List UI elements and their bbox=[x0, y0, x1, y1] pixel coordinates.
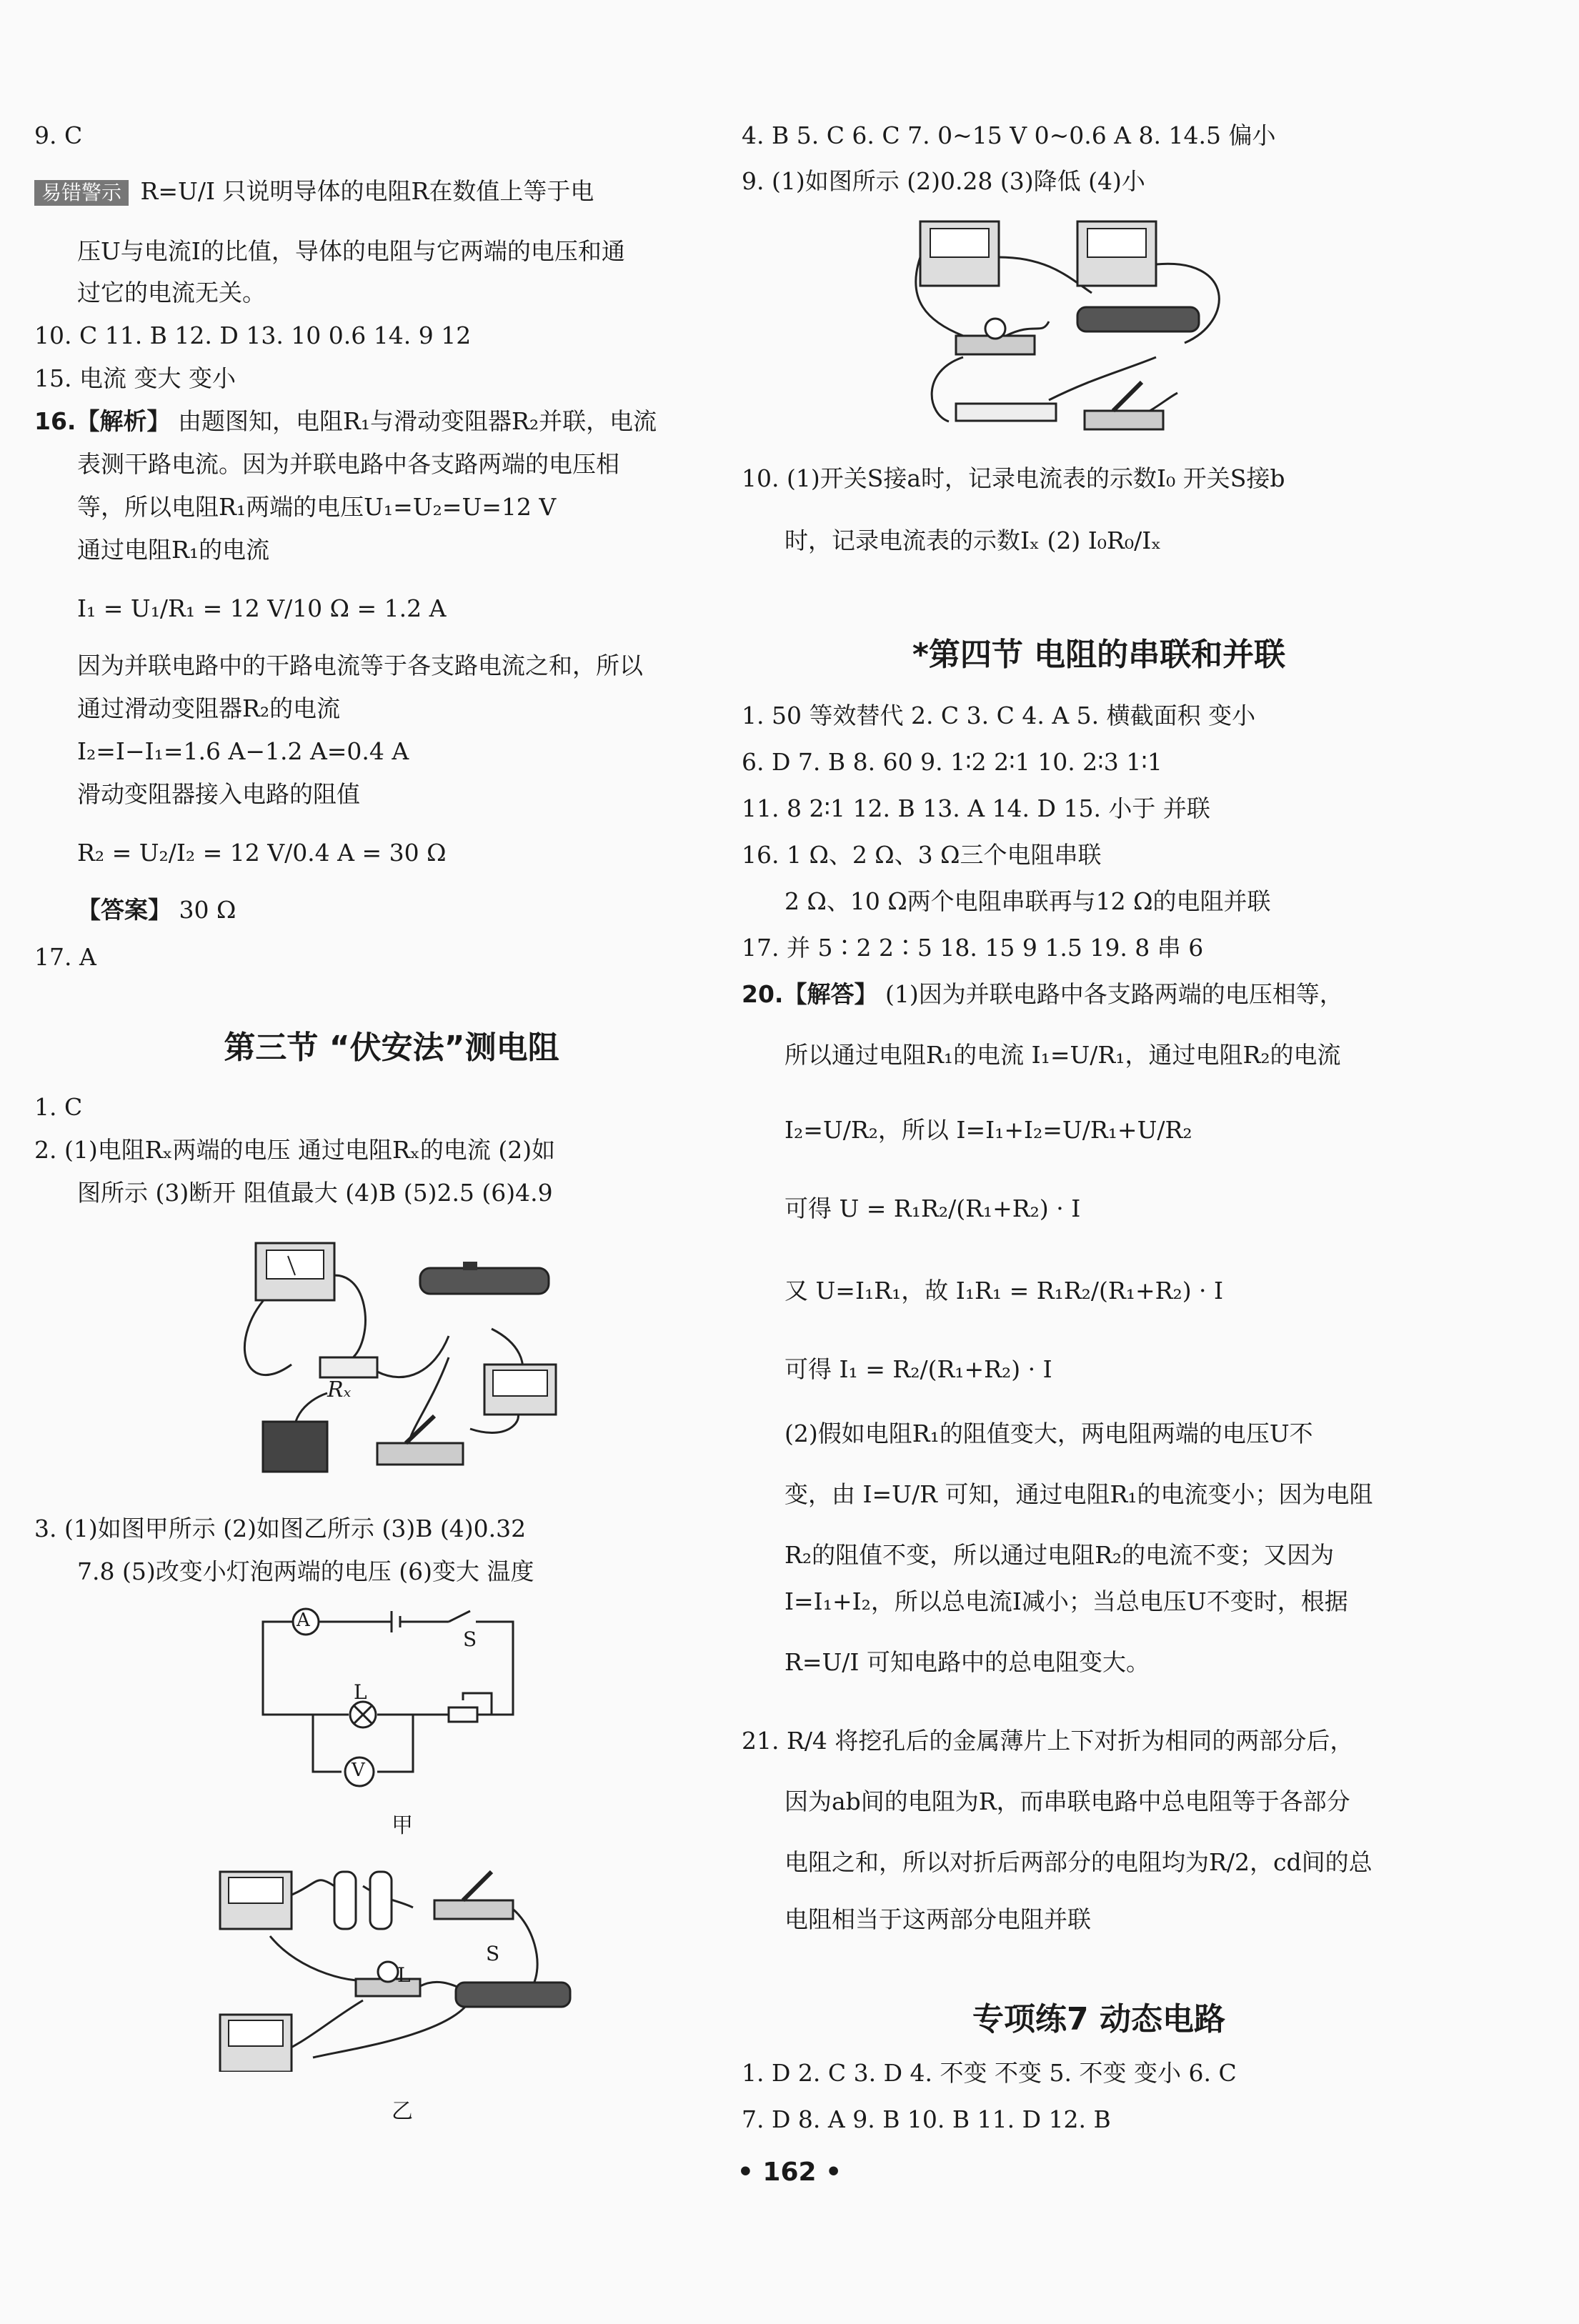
warning-note bbox=[34, 176, 594, 207]
solution-line-11: R=U/I 可知电路中的总电阻变大。 bbox=[784, 1648, 1150, 1676]
s4-answer-16: 16. 1 Ω、2 Ω、3 Ω三个电阻串联 bbox=[742, 841, 1102, 869]
circuit-figure-q9 bbox=[906, 214, 1277, 443]
solution-line-4: 可得 U = R₁R₂/(R₁+R₂) · I bbox=[784, 1195, 1081, 1222]
s3-answer-2-cont: 图所示 (3)断开 阻值最大 (4)B (5)2.5 (6)4.9 bbox=[77, 1179, 553, 1207]
analysis-text: 由题图知，电阻R₁与滑动变阻器R₂并联，电流 bbox=[177, 407, 657, 435]
solution-line-8: 变，由 I=U/R 可知，通过电阻R₁的电流变小；因为电阻 bbox=[784, 1480, 1373, 1508]
analysis-line-6: 因为并联电路中的干路电流等于各支路电流之和，所以 bbox=[77, 652, 643, 679]
answer-17: 17. A bbox=[34, 943, 96, 971]
p7-answers-1-6: 1. D 2. C 3. D 4. 不变 不变 5. 不变 变小 6. C bbox=[742, 2059, 1237, 2087]
section-4-title: *第四节 电阻的串联和并联 bbox=[912, 637, 1286, 673]
s4-answers-6-10: 6. D 7. B 8. 60 9. 1∶2 2∶1 10. 2∶3 1∶1 bbox=[742, 748, 1162, 776]
schematic-v-label: V bbox=[352, 1760, 365, 1781]
s4-answers-1-5: 1. 50 等效替代 2. C 3. C 4. A 5. 横截面积 变小 bbox=[742, 702, 1256, 729]
circuit-figure-q2 bbox=[213, 1229, 584, 1486]
schematic-figure-jia bbox=[249, 1600, 549, 1800]
solution-line-9: R₂的阻值不变，所以通过电阻R₂的电流不变；又因为 bbox=[784, 1541, 1335, 1569]
section-practice-7-title: 专项练7 动态电路 bbox=[972, 2001, 1225, 2038]
warning-text: R=U/I 只说明导体的电阻R在数值上等于电 bbox=[140, 177, 594, 205]
formula-i1: I₁ = U₁/R₁ = 12 V/10 Ω = 1.2 A bbox=[77, 594, 447, 622]
schematic-a-label: A bbox=[297, 1610, 310, 1631]
answers-10-14: 10. C 11. B 12. D 13. 10 0.6 14. 9 12 bbox=[34, 321, 472, 349]
formula-i2: I₂=I−I₁=1.6 A−1.2 A=0.4 A bbox=[77, 737, 409, 765]
solution-line-3: I₂=U/R₂，所以 I=I₁+I₂=U/R₁+U/R₂ bbox=[784, 1116, 1192, 1144]
answer-15: 15. 电流 变大 变小 bbox=[34, 364, 236, 392]
answer-16-head bbox=[34, 406, 657, 437]
solution-line-7: (2)假如电阻R₁的阻值变大，两电阻两端的电压U不 bbox=[784, 1420, 1313, 1447]
analysis-line-3: 等，所以电阻R₁两端的电压U₁=U₂=U=12 V bbox=[77, 493, 557, 521]
section-3-title: 第三节 “伏安法”测电阻 bbox=[224, 1029, 559, 1066]
answer-10: 10. (1)开关S接a时，记录电流表的示数I₀ 开关S接b bbox=[742, 464, 1285, 492]
solution-line-5: 又 U=I₁R₁，故 I₁R₁ = R₁R₂/(R₁+R₂) · I bbox=[784, 1277, 1224, 1305]
answer-tag: 【答案】 bbox=[77, 896, 171, 924]
solution-text: (1)因为并联电路中各支路两端的电压相等， bbox=[885, 980, 1343, 1008]
caption-jia: 甲 bbox=[392, 1813, 413, 1838]
s4-answer-21: 21. R/4 将挖孔后的金属薄片上下对折为相同的两部分后， bbox=[742, 1727, 1354, 1755]
analysis-line-4: 通过电阻R₁的电流 bbox=[77, 536, 270, 564]
analysis-line-7: 通过滑动变阻器R₂的电流 bbox=[77, 694, 341, 722]
answer-21-line-3: 电阻之和，所以对折后两部分的电阻均为R/2，cd间的总 bbox=[784, 1848, 1373, 1876]
schematic-s-label: S bbox=[463, 1627, 477, 1651]
s4-answers-17-19: 17. 并 5∶2 2∶5 18. 15 9 1.5 19. 8 串 6 bbox=[742, 934, 1204, 962]
solution-line-10: I=I₁+I₂，所以总电流I减小；当总电压U不变时，根据 bbox=[784, 1587, 1348, 1615]
schematic-l-label: L bbox=[354, 1680, 367, 1704]
answer-21-line-2: 因为ab间的电阻为R，而串联电路中总电阻等于各部分 bbox=[784, 1787, 1350, 1815]
caption-yi: 乙 bbox=[392, 2099, 413, 2124]
answer-9: 9. (1)如图所示 (2)0.28 (3)降低 (4)小 bbox=[742, 167, 1145, 195]
warning-line-3: 过它的电流无关。 bbox=[77, 279, 266, 306]
answer-16-result bbox=[77, 894, 236, 926]
p7-answers-7-12: 7. D 8. A 9. B 10. B 11. D 12. B bbox=[742, 2105, 1111, 2133]
analysis-line-9: 滑动变阻器接入电路的阻值 bbox=[77, 780, 360, 808]
rx-label: Rₓ bbox=[327, 1377, 352, 1402]
formula-r2: R₂ = U₂/I₂ = 12 V/0.4 A = 30 Ω bbox=[77, 839, 447, 867]
s4-answers-11-15: 11. 8 2∶1 12. B 13. A 14. D 15. 小于 并联 bbox=[742, 794, 1210, 822]
answer-10-cont: 时，记录电流表的示数Iₓ (2) I₀R₀/Iₓ bbox=[784, 527, 1162, 554]
s3-answer-2: 2. (1)电阻Rₓ两端的电压 通过电阻Rₓ的电流 (2)如 bbox=[34, 1136, 556, 1164]
solution-line-6: 可得 I₁ = R₂/(R₁+R₂) · I bbox=[784, 1355, 1052, 1383]
warning-tag: 易错警示 bbox=[34, 180, 129, 206]
s4-answer-20 bbox=[742, 979, 1343, 1010]
analysis-line-2: 表测干路电流。因为并联电路中各支路两端的电压相 bbox=[77, 450, 619, 478]
answer-9: 9. C bbox=[34, 121, 83, 149]
answers-4-8: 4. B 5. C 6. C 7. 0~15 V 0~0.6 A 8. 14.5 偏小 bbox=[742, 121, 1276, 149]
yi-l-label: L bbox=[397, 1963, 411, 1987]
s4-answer-16-cont: 2 Ω、10 Ω两个电阻串联再与12 Ω的电阻并联 bbox=[784, 887, 1271, 915]
analysis-tag: 16.【解析】 bbox=[34, 407, 171, 435]
solution-tag: 20.【解答】 bbox=[742, 980, 878, 1008]
page-number: • 162 • bbox=[737, 2158, 842, 2187]
answer-value: 30 Ω bbox=[179, 896, 236, 924]
s3-answer-3: 3. (1)如图甲所示 (2)如图乙所示 (3)B (4)0.32 bbox=[34, 1515, 527, 1542]
yi-s-label: S bbox=[486, 1942, 500, 1965]
s3-answer-1: 1. C bbox=[34, 1093, 83, 1121]
solution-line-2: 所以通过电阻R₁的电流 I₁=U/R₁，通过电阻R₂的电流 bbox=[784, 1041, 1341, 1069]
answer-21-line-4: 电阻相当于这两部分电阻并联 bbox=[784, 1905, 1091, 1933]
warning-line-2: 压U与电流I的比值，导体的电阻与它两端的电压和通 bbox=[77, 237, 625, 265]
s3-answer-3-cont: 7.8 (5)改变小灯泡两端的电压 (6)变大 温度 bbox=[77, 1557, 534, 1585]
